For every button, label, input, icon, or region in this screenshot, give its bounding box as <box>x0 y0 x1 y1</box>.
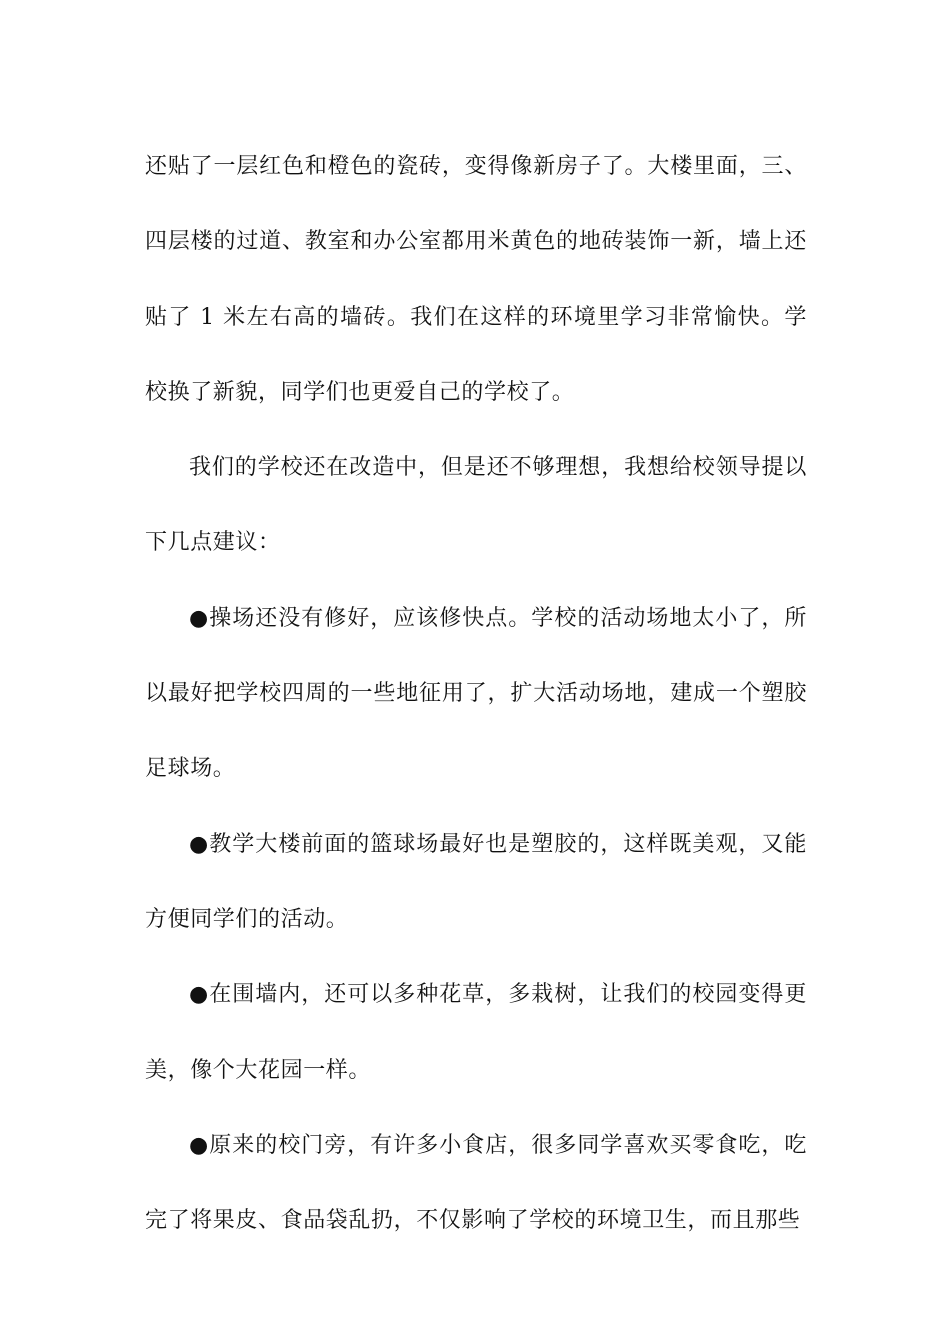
suggestion-playground: ●操场还没有修好，应该修快点。学校的活动场地太小了，所以最好把学校四周的一些地征用了，扩大活动场地，建成一个塑胶足球场。 <box>145 605 807 782</box>
suggestion-greening: ●在围墙内，还可以多种花草，多栽树，让我们的校园变得更美，像个大花园一样。 <box>145 982 807 1083</box>
document-body <box>145 129 807 1258</box>
suggestion-basketball-court: ●教学大楼前面的篮球场最好也是塑胶的，这样既美观，又能方便同学们的活动。 <box>145 831 807 932</box>
paragraph-continued: 还贴了一层红色和橙色的瓷砖，变得像新房子了。大楼里面，三、四层楼的过道、教室和办公室都用米黄色的地砖装饰一新，墙上还贴了 1 米左右高的墙砖。我们在这样的环境里学习非常愉快。学校换了新貌，同学们也更爱自己的学校了。 <box>145 154 807 405</box>
suggestion-snack-shops: ●原来的校门旁，有许多小食店，很多同学喜欢买零食吃，吃完了将果皮、食品袋乱扔，不仅影响了学校的环境卫生，而且那些 <box>145 1132 807 1234</box>
paragraph-suggestions-intro: 我们的学校还在改造中，但是还不够理想，我想给校领导提以下几点建议： <box>145 455 807 556</box>
